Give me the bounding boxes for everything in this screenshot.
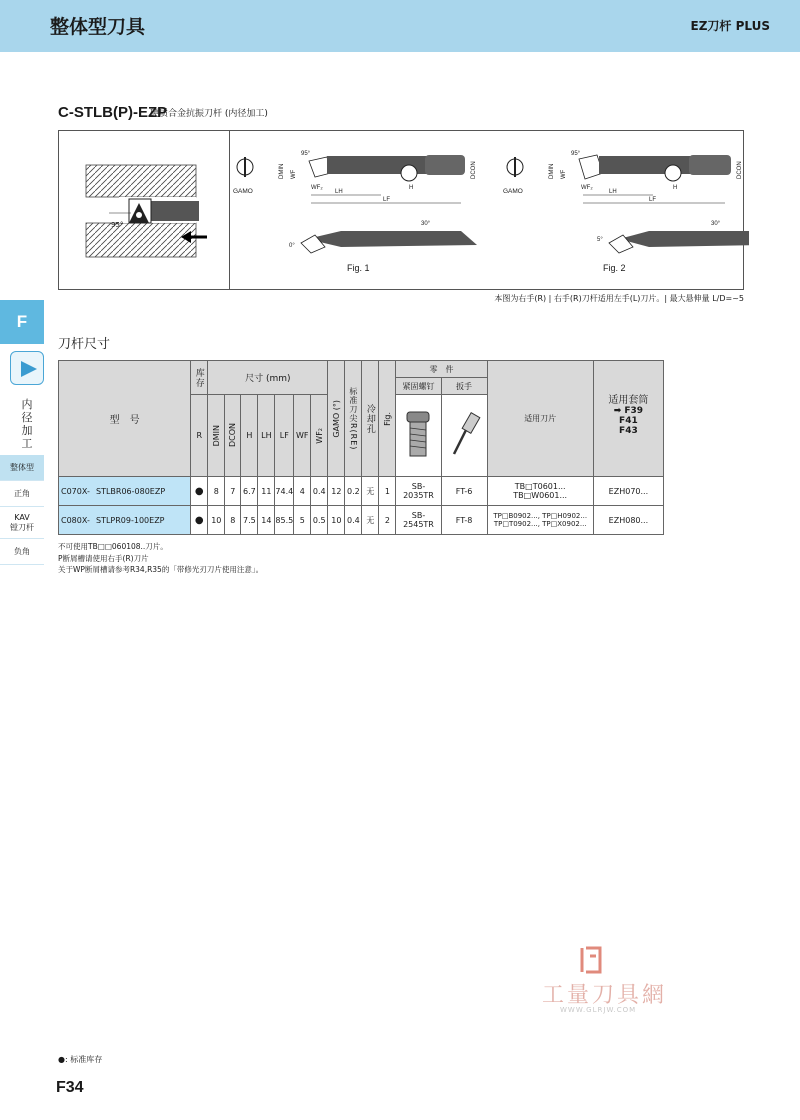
col-sleeve bbox=[593, 361, 663, 477]
sidebar-item-kav[interactable]: KAV 镗刀杆 bbox=[0, 507, 44, 539]
page-number: F34 bbox=[56, 1079, 84, 1096]
subcol-h: H bbox=[241, 395, 258, 477]
svg-text:95°: 95° bbox=[111, 221, 124, 229]
sleeve-ref-f43[interactable]: F43 bbox=[619, 426, 638, 436]
row-sleeve: EZH080... bbox=[593, 506, 663, 535]
sidebar-nav bbox=[0, 455, 44, 565]
row-lh: 14 bbox=[258, 506, 275, 535]
screw-image bbox=[396, 395, 441, 477]
section-title: 刀杆尺寸 bbox=[58, 337, 111, 352]
dim-label-30: 30° bbox=[421, 221, 431, 227]
fig2-dim-label-h: H bbox=[673, 185, 678, 191]
sleeve-ref-f39[interactable]: ➡ F39 bbox=[613, 406, 644, 416]
figure-divider bbox=[229, 131, 230, 289]
subcol-lh: LH bbox=[258, 395, 275, 477]
note-line: 不可使用TB□□060108..刀片。 bbox=[58, 542, 168, 551]
fig2-dim-label-30: 30° bbox=[711, 221, 721, 227]
fig2-dim-label-wf2: WF₂ bbox=[581, 185, 593, 191]
product-subtitle: 硬质合金抗振刀杆 (内径加工) bbox=[150, 109, 268, 119]
row-screw: SB-2035TR bbox=[396, 477, 441, 506]
row-fig: 2 bbox=[379, 506, 396, 535]
row-wf: 4 bbox=[294, 477, 311, 506]
col-gamo bbox=[328, 361, 345, 477]
col-insert: 适用刀片 bbox=[487, 361, 593, 477]
sidebar-item-positive[interactable]: 正角 bbox=[0, 481, 44, 507]
row-wrench: FT-6 bbox=[441, 477, 487, 506]
fig2-label: Fig. 2 bbox=[603, 263, 626, 273]
row-h: 7.5 bbox=[241, 506, 258, 535]
wrench-icon bbox=[444, 408, 484, 462]
row-prefix: C070X- bbox=[61, 486, 90, 496]
insert-line: TB□W0601... bbox=[513, 491, 568, 500]
subcol-dmin-label: DMIN bbox=[211, 424, 221, 447]
row-dcon: 7 bbox=[225, 477, 241, 506]
insert-line: TB□T0601... bbox=[514, 482, 566, 491]
header-title: 整体型刀具 bbox=[50, 16, 146, 38]
row-coolant: 无 bbox=[362, 506, 379, 535]
row-wf: 5 bbox=[294, 506, 311, 535]
row-wf2: 0.4 bbox=[311, 477, 328, 506]
row-model-code: STLBR06-080EZP bbox=[96, 486, 166, 496]
row-model bbox=[59, 506, 191, 535]
section-letter-tab[interactable]: F bbox=[0, 300, 44, 344]
row-dcon: 8 bbox=[225, 506, 241, 535]
row-coolant: 无 bbox=[362, 477, 379, 506]
wrench-image bbox=[441, 395, 487, 477]
page-header bbox=[0, 0, 800, 52]
note-line: 关于WP断屑槽请参考R34,R35的「带修光刃刀片使用注意」。 bbox=[58, 565, 264, 574]
subcol-dcon bbox=[225, 395, 241, 477]
dim-label-lf: LF bbox=[383, 197, 391, 203]
insert-line: TP□T0902..., TP□X0902... bbox=[493, 520, 587, 528]
dim-label-0: 0° bbox=[289, 243, 295, 249]
col-wrench: 扳手 bbox=[441, 378, 487, 395]
watermark-url: WWW.GLRJW.COM bbox=[560, 1006, 637, 1014]
col-coolant-label: 冷却孔 bbox=[364, 403, 375, 434]
row-fig: 1 bbox=[379, 477, 396, 506]
row-inserts bbox=[487, 506, 593, 535]
col-stock-label: 库存 bbox=[193, 367, 204, 388]
boring-icon bbox=[10, 351, 44, 385]
col-fig bbox=[379, 361, 396, 477]
col-gamo-label: GAMO (°) bbox=[331, 399, 341, 438]
table-notes bbox=[58, 541, 263, 576]
sidebar-item-solid[interactable]: 整体型 bbox=[0, 455, 44, 481]
row-gamo: 12 bbox=[328, 477, 345, 506]
subcol-wf2 bbox=[311, 395, 328, 477]
fig2-dim-label-dmin: DMIN bbox=[549, 163, 555, 179]
fig1-label: Fig. 1 bbox=[347, 263, 370, 273]
row-model-code: STLPR09-100EZP bbox=[96, 515, 165, 525]
row-model bbox=[59, 477, 191, 506]
subcol-wf2-label: WF₂ bbox=[314, 427, 324, 444]
col-coolant bbox=[362, 361, 379, 477]
row-wrench: FT-8 bbox=[441, 506, 487, 535]
fig2-dim-label-lf: LF bbox=[649, 197, 657, 203]
dim-label-dcon: DCON bbox=[471, 161, 477, 179]
col-fig-label: Fig. bbox=[382, 411, 392, 426]
dim-label-wf: WF bbox=[291, 169, 297, 179]
row-lf: 85.5 bbox=[275, 506, 294, 535]
col-sleeve-label: 适用套筒 bbox=[608, 395, 649, 406]
row-gamo: 10 bbox=[328, 506, 345, 535]
row-lh: 11 bbox=[258, 477, 275, 506]
row-re: 0.2 bbox=[345, 477, 362, 506]
dim-label-95: 95° bbox=[301, 151, 311, 157]
col-re-label: 标准刀尖R(RE) bbox=[348, 386, 358, 451]
fig2-dim-label-lh: LH bbox=[609, 189, 617, 195]
row-screw: SB-2545TR bbox=[396, 506, 441, 535]
insert-line: TP□B0902..., TP□H0902... bbox=[493, 512, 588, 520]
watermark-text: 工量刀具網 bbox=[542, 983, 668, 1008]
product-code: C-STLB(P)-EZP bbox=[58, 104, 168, 121]
table-row[interactable] bbox=[59, 477, 664, 506]
fig2-dim-label-gamo: GAMO bbox=[503, 188, 523, 195]
subcol-r: R bbox=[191, 395, 208, 477]
subcol-dcon-label: DCON bbox=[228, 423, 238, 448]
figure-box bbox=[58, 130, 744, 290]
spec-table bbox=[58, 360, 664, 535]
row-prefix: C080X- bbox=[61, 515, 90, 525]
bore-section-diagram bbox=[59, 131, 229, 289]
dim-label-dmin: DMIN bbox=[279, 163, 285, 179]
sidebar-vertical-label: 内径加工 bbox=[21, 398, 33, 450]
col-parts: 零 件 bbox=[396, 361, 487, 378]
header-brand: EZ刀杆 PLUS bbox=[690, 19, 770, 33]
subcol-dmin bbox=[208, 395, 225, 477]
subcol-lf: LF bbox=[275, 395, 294, 477]
col-dims: 尺寸 (mm) bbox=[208, 361, 328, 395]
fig2-dim-label-95: 95° bbox=[571, 151, 581, 157]
fig2-dim-label-5: 5° bbox=[597, 237, 603, 243]
note-line: P断屑槽请使用右手(R)刀片 bbox=[58, 553, 149, 563]
col-re bbox=[345, 361, 362, 477]
row-stock: ● bbox=[191, 506, 208, 535]
row-re: 0.4 bbox=[345, 506, 362, 535]
subcol-wf: WF bbox=[294, 395, 311, 477]
table-row[interactable] bbox=[59, 506, 664, 535]
col-screw: 紧固螺钉 bbox=[396, 378, 441, 395]
dim-label-wf2: WF₂ bbox=[311, 185, 323, 191]
row-h: 6.7 bbox=[241, 477, 258, 506]
row-stock: ● bbox=[191, 477, 208, 506]
row-dmin: 10 bbox=[208, 506, 225, 535]
sidebar-item-negative[interactable]: 负角 bbox=[0, 539, 44, 565]
fig2-dim-label-wf: WF bbox=[561, 169, 567, 179]
fig2-dim-label-dcon: DCON bbox=[737, 161, 743, 179]
row-inserts bbox=[487, 477, 593, 506]
figure-note: 本图为右手(R) | 右手(R)刀杆适用左手(L)刀片。| 最大悬伸量 L/D=~5 bbox=[494, 294, 744, 303]
dim-label-h: H bbox=[409, 185, 414, 191]
dim-label-lh: LH bbox=[335, 189, 343, 195]
col-stock bbox=[191, 361, 208, 395]
row-sleeve: EZH070... bbox=[593, 477, 663, 506]
dim-label-gamo: GAMO bbox=[233, 188, 253, 195]
col-model: 型 号 bbox=[59, 361, 191, 477]
stock-legend: ●: 标准库存 bbox=[58, 1055, 103, 1064]
screw-icon bbox=[398, 408, 438, 462]
sleeve-ref-f41[interactable]: F41 bbox=[619, 416, 638, 426]
row-dmin: 8 bbox=[208, 477, 225, 506]
row-wf2: 0.5 bbox=[311, 506, 328, 535]
row-lf: 74.4 bbox=[275, 477, 294, 506]
